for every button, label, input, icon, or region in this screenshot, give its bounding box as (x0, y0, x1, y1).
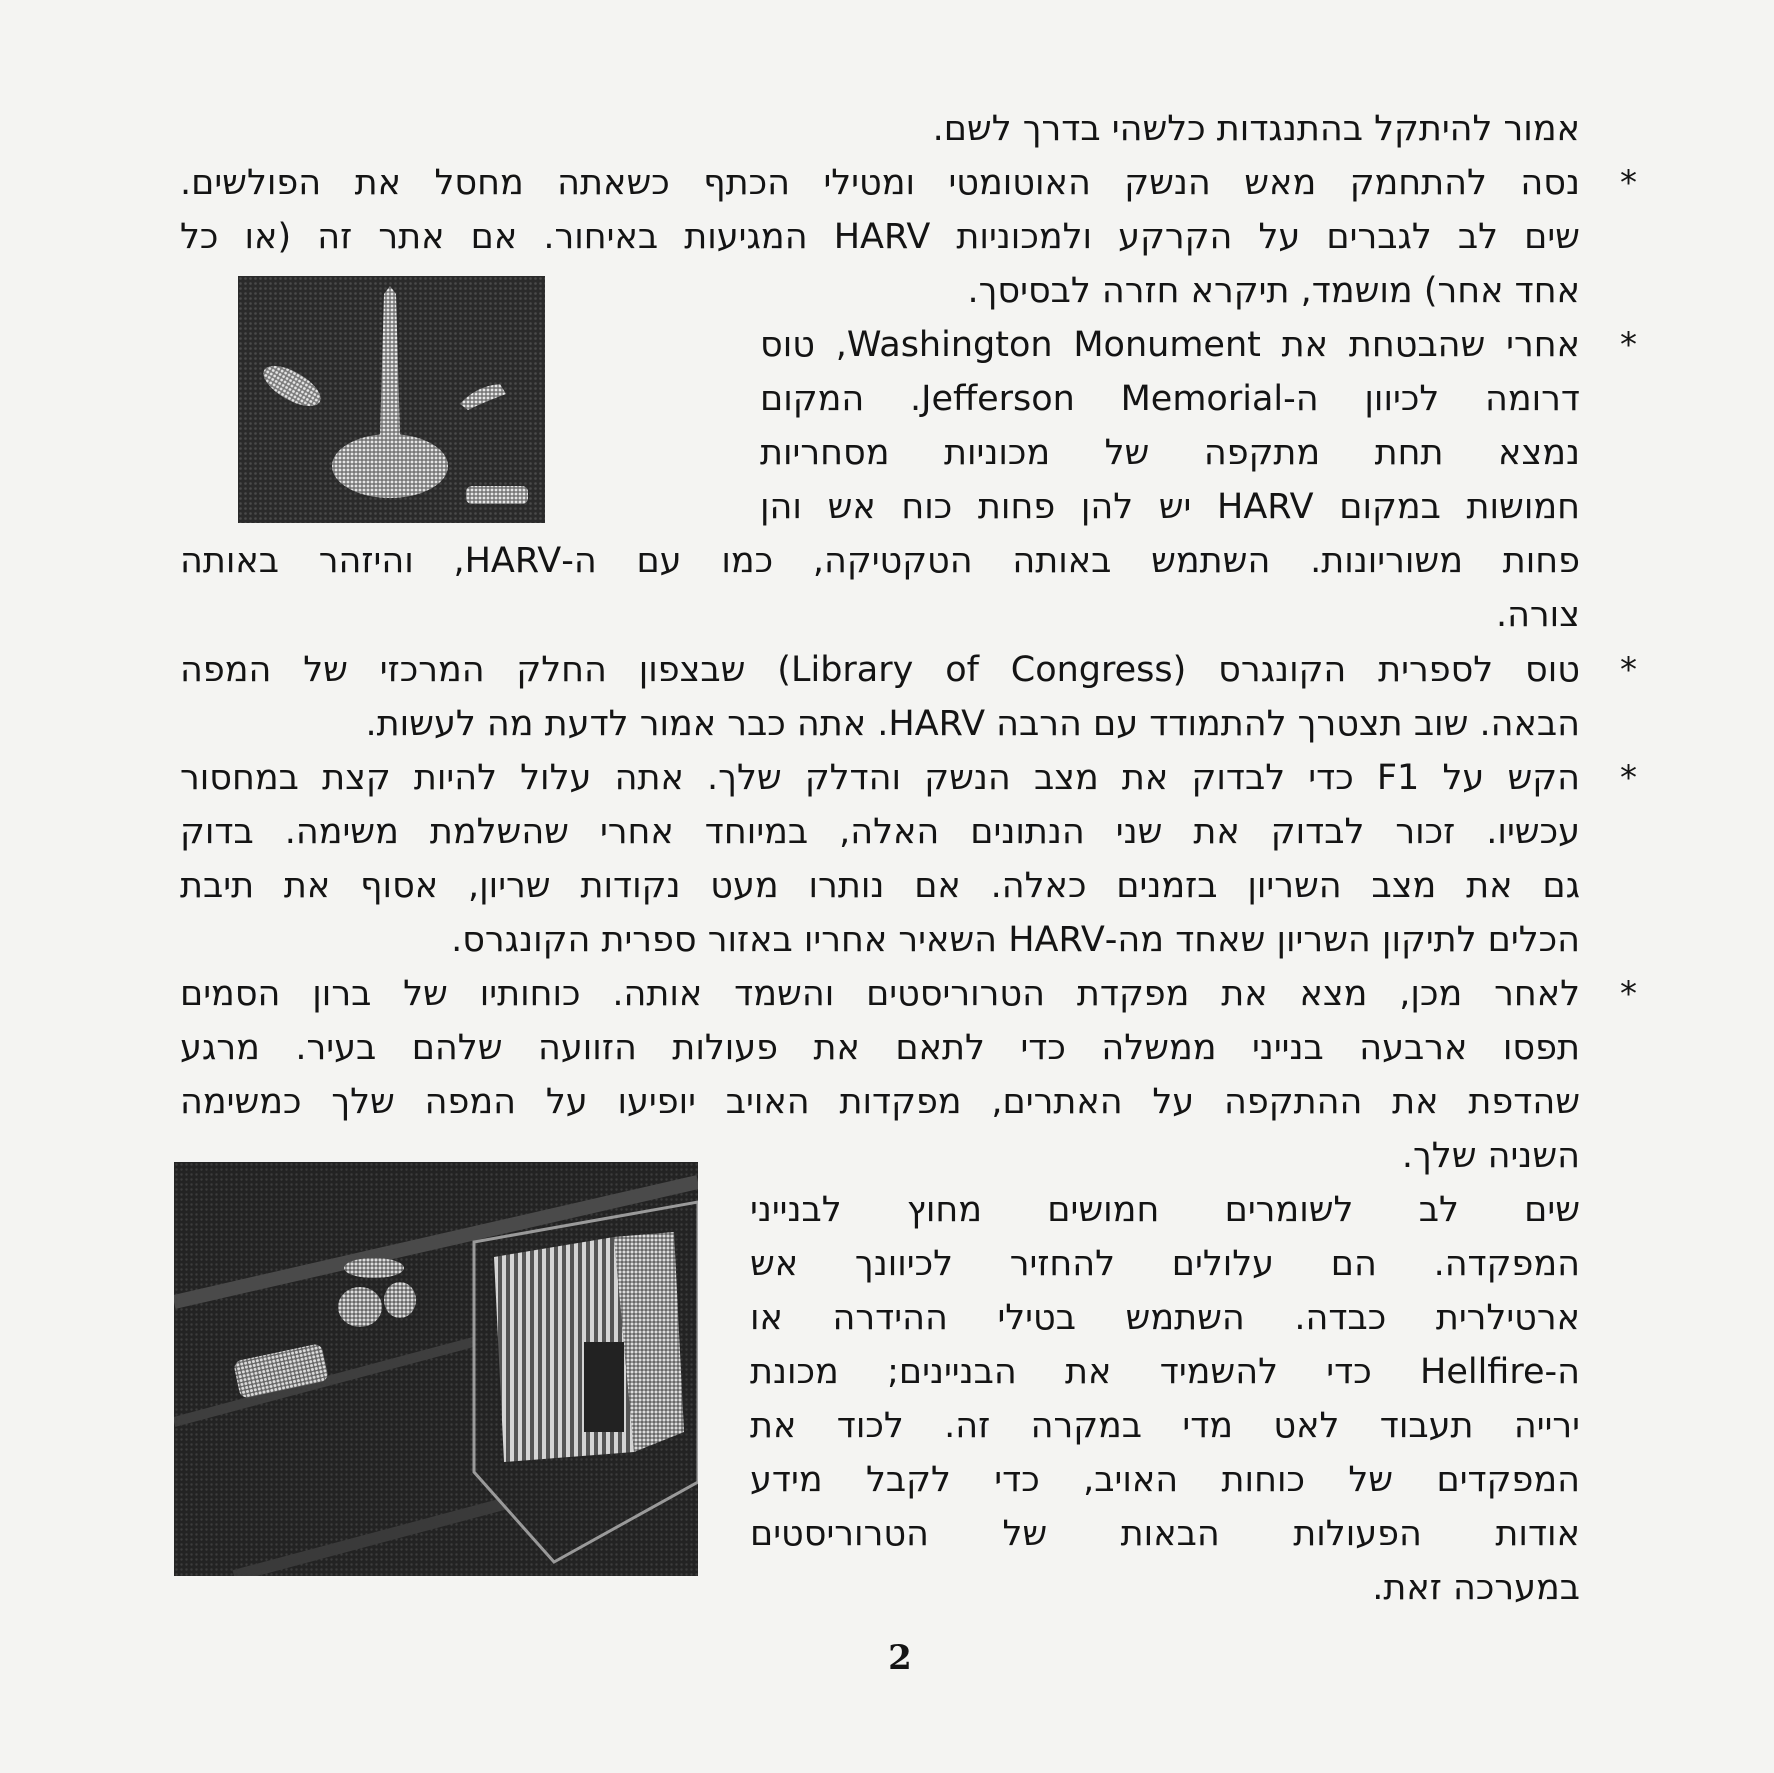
monument-graphic (238, 276, 545, 523)
text-line: תפסו ארבעה בנייני ממשלה כדי לתאם את פעולות הזוועה שלהם בעיר. מרגע (180, 1028, 1580, 1068)
headquarters-graphic (174, 1162, 698, 1576)
bullet: * (1620, 758, 1637, 798)
text-line: במערכה זאת. (1372, 1568, 1580, 1608)
monument-screenshot (238, 276, 545, 523)
text-line: דרומה לכיוון ה-Jefferson Memorial. המקום (760, 379, 1581, 419)
text-line: צורה. (1495, 595, 1580, 635)
text-line: ה-Hellfire כדי להשמיד את הבניינים; מכונת (750, 1352, 1580, 1392)
text-line: אודות הפעולות הבאות של הטרוריסטים (750, 1514, 1580, 1554)
bullet: * (1620, 163, 1637, 203)
text-line: שהדפת את ההתקפה על האתרים, מפקדות האויב יופיעו על המפה שלך כמשימה (180, 1082, 1580, 1122)
text-line: נמצא תחת מתקפה של מכוניות מסחריות (760, 433, 1580, 473)
bullet: * (1620, 650, 1637, 690)
text-line: טוס לספרית הקונגרס (Library of Congress) שבצפון החלק המרכזי של המפה (180, 650, 1580, 690)
text-line: המפקדה. הם עלולים להחזיר לכיוונך אש (750, 1244, 1580, 1284)
text-line: שים לב לשומרים חמושים מחוץ לבנייני (750, 1190, 1580, 1230)
text-line: נסה להתחמק מאש הנשק האוטומטי ומטילי הכתף כשאתה מחסל את הפולשים. (180, 163, 1580, 203)
text-line: עכשיו. זכור לבדוק את שני הנתונים האלה, במיוחד אחרי שהשלמת משימה. בדוק (180, 812, 1580, 852)
text-line: אחרי שהבטחת את Washington Monument, טוס (760, 325, 1580, 365)
text-line: ירייה תעבוד לאט מדי במקרה זה. לכוד את (750, 1406, 1580, 1446)
page-number: 2 (888, 1638, 912, 1678)
text-line: גם את מצב השריון בזמנים כאלה. אם נותרו מעט נקודות שריון, אסוף את תיבת (180, 866, 1580, 906)
text-line: הקש על F1 כדי לבדוק את מצב הנשק והדלק שלך. אתה עלול להיות קצת במחסור (180, 758, 1580, 798)
text-line: הבאה. שוב תצטרך להתמודד עם הרבה HARV. אתה כבר אמור לדעת מה לעשות. (365, 704, 1580, 744)
text-line: השניה שלך. (1401, 1136, 1580, 1176)
text-line: חמושות במקום HARV יש להן פחות כוח אש והן (760, 487, 1580, 527)
headquarters-screenshot (174, 1162, 698, 1576)
bullet: * (1620, 974, 1637, 1014)
text-line: לאחר מכן, מצא את מפקדת הטרוריסטים והשמד אותה. כוחותיו של ברון הסמים (180, 974, 1580, 1014)
text-line: שים לב לגברים על הקרקע ולמכוניות HARV המגיעות באיחור. אם אתר זה (או כל (180, 217, 1580, 257)
text-line: אחד אחר) מושמד, תיקרא חזרה לבסיסך. (967, 271, 1580, 311)
text-line: ארטילרית כבדה. השתמש בטילי ההידרה או (750, 1298, 1580, 1338)
text-line: פחות משוריונות. השתמש באותה הטקטיקה, כמו עם ה-HARV, והיזהר באותה (180, 541, 1580, 581)
text-line: אמור להיתקל בהתנגדות כלשהי בדרך לשם. (932, 109, 1580, 149)
text-line: המפקדים של כוחות האויב, כדי לקבל מידע (750, 1460, 1580, 1500)
text-line: הכלים לתיקון השריון שאחד מה-HARV השאיר אחריו באזור ספרית הקונגרס. (451, 920, 1580, 960)
bullet: * (1620, 325, 1637, 365)
